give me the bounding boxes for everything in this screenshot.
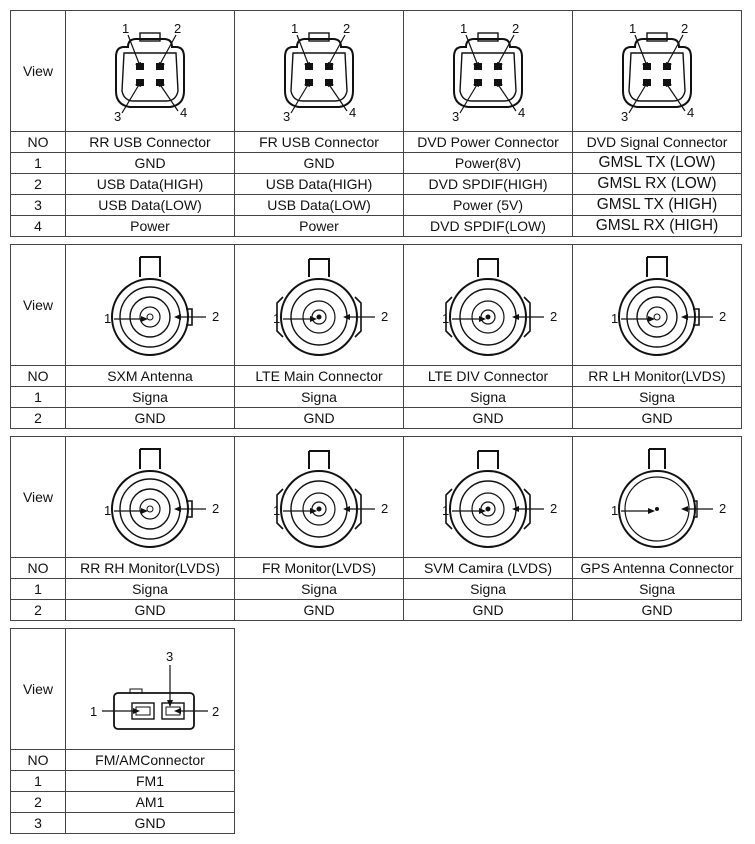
header-row xyxy=(11,366,742,387)
pin-label-3: 3 xyxy=(621,109,629,124)
pin-label-1: 1 xyxy=(90,704,98,719)
pin-function: GMSL TX (HIGH) xyxy=(573,195,742,216)
table-row xyxy=(11,387,742,408)
pin-number: 1 xyxy=(11,387,66,408)
fm-am-connector-icon xyxy=(80,631,220,747)
table-row xyxy=(11,792,235,813)
table-row xyxy=(11,216,742,237)
pin-function: Power(8V) xyxy=(404,153,573,174)
pin-number: 2 xyxy=(11,600,66,621)
view-row xyxy=(11,245,742,366)
pin-label-3: 3 xyxy=(114,109,122,124)
lte-div-connector-view xyxy=(404,245,573,366)
usb-dvd-connector-table xyxy=(10,10,742,237)
dvd-power-connector-view xyxy=(404,11,573,132)
gps-antenna-connector-icon xyxy=(587,439,727,555)
pin-function: Signa xyxy=(66,387,235,408)
antenna-connector-table xyxy=(10,244,742,429)
svm-camera-connector-icon xyxy=(418,439,558,555)
fr-monitor-view xyxy=(235,437,404,558)
pin-label-3: 3 xyxy=(283,109,291,124)
pin-function: USB Data(LOW) xyxy=(235,195,404,216)
pin-function: Power xyxy=(235,216,404,237)
pin-label-2: 2 xyxy=(681,21,689,36)
pin-number: 1 xyxy=(11,579,66,600)
table-row xyxy=(11,813,235,834)
lte-div-connector-icon xyxy=(418,247,558,363)
pin-function: GND xyxy=(235,408,404,429)
pin-label-1: 1 xyxy=(460,21,468,36)
pin-label-2: 2 xyxy=(212,704,220,719)
fr-usb-connector-view xyxy=(235,11,404,132)
pin-label-3: 3 xyxy=(452,109,460,124)
column-title: DVD Signal Connector xyxy=(573,132,742,153)
table-row xyxy=(11,771,235,792)
pin-label-1: 1 xyxy=(291,21,299,36)
fm-am-connector-view xyxy=(66,629,235,750)
pin-label-2: 2 xyxy=(212,501,220,516)
view-label: View xyxy=(11,437,66,558)
pin-label-1: 1 xyxy=(611,311,619,326)
sxm-antenna-connector-icon xyxy=(80,247,220,363)
table-row xyxy=(11,408,742,429)
no-label: NO xyxy=(11,750,66,771)
fr-monitor-connector-icon xyxy=(249,439,389,555)
fm-am-connector-table xyxy=(10,628,235,834)
pin-number: 4 xyxy=(11,216,66,237)
pin-function: FM1 xyxy=(66,771,235,792)
pin-function: GND xyxy=(573,600,742,621)
no-label: NO xyxy=(11,366,66,387)
pin-number: 3 xyxy=(11,195,66,216)
pin-label-2: 2 xyxy=(512,21,520,36)
pin-label-2: 2 xyxy=(550,501,558,516)
pin-function: Signa xyxy=(235,387,404,408)
pin-label-3: 3 xyxy=(166,649,174,664)
pin-label-1: 1 xyxy=(442,503,450,518)
pin-label-1: 1 xyxy=(122,21,130,36)
pin-function: DVD SPDIF(HIGH) xyxy=(404,174,573,195)
pin-function: GND xyxy=(66,153,235,174)
svm-camira-view xyxy=(404,437,573,558)
pin-function: Signa xyxy=(404,387,573,408)
pin-function: GMSL TX (LOW) xyxy=(573,153,742,174)
dvd-power-connector-icon xyxy=(418,13,558,129)
pin-label-1: 1 xyxy=(273,503,281,518)
rr-lh-monitor-view xyxy=(573,245,742,366)
pin-function: USB Data(HIGH) xyxy=(66,174,235,195)
no-label: NO xyxy=(11,558,66,579)
pin-function: GND xyxy=(66,813,235,834)
pin-function: Power xyxy=(66,216,235,237)
pin-label-4: 4 xyxy=(518,105,526,120)
view-label: View xyxy=(11,245,66,366)
pin-function: Signa xyxy=(66,579,235,600)
column-title: RR USB Connector xyxy=(66,132,235,153)
header-row xyxy=(11,132,742,153)
pin-function: USB Data(LOW) xyxy=(66,195,235,216)
dvd-signal-connector-icon xyxy=(587,13,727,129)
pin-label-2: 2 xyxy=(343,21,351,36)
view-label: View xyxy=(11,11,66,132)
pin-label-1: 1 xyxy=(273,311,281,326)
column-title: SVM Camira (LVDS) xyxy=(404,558,573,579)
pin-number: 2 xyxy=(11,792,66,813)
pin-label-2: 2 xyxy=(719,501,727,516)
pin-function: GND xyxy=(235,600,404,621)
pin-function: GND xyxy=(573,408,742,429)
pin-function: GND xyxy=(404,600,573,621)
rr-lh-monitor-connector-icon xyxy=(587,247,727,363)
column-title: RR RH Monitor(LVDS) xyxy=(66,558,235,579)
pin-label-2: 2 xyxy=(381,501,389,516)
pin-label-2: 2 xyxy=(550,309,558,324)
lte-main-connector-icon xyxy=(249,247,389,363)
pin-label-2: 2 xyxy=(174,21,182,36)
header-row xyxy=(11,558,742,579)
pin-function: AM1 xyxy=(66,792,235,813)
column-title: LTE DIV Connector xyxy=(404,366,573,387)
header-row xyxy=(11,750,235,771)
pin-label-4: 4 xyxy=(687,105,695,120)
sxm-antenna-view xyxy=(66,245,235,366)
pin-label-1: 1 xyxy=(611,503,619,518)
table-row xyxy=(11,195,742,216)
column-title: LTE Main Connector xyxy=(235,366,404,387)
pin-label-1: 1 xyxy=(104,503,112,518)
pin-label-1: 1 xyxy=(629,21,637,36)
table-row xyxy=(11,174,742,195)
dvd-signal-connector-view xyxy=(573,11,742,132)
pin-label-1: 1 xyxy=(104,311,112,326)
column-title: RR LH Monitor(LVDS) xyxy=(573,366,742,387)
pin-function: Power (5V) xyxy=(404,195,573,216)
pin-label-2: 2 xyxy=(212,309,220,324)
view-label: View xyxy=(11,629,66,750)
pin-function: GND xyxy=(66,600,235,621)
pin-label-2: 2 xyxy=(381,309,389,324)
column-title: FR Monitor(LVDS) xyxy=(235,558,404,579)
table-row xyxy=(11,579,742,600)
column-title: DVD Power Connector xyxy=(404,132,573,153)
pin-label-4: 4 xyxy=(349,105,357,120)
column-title: GPS Antenna Connector xyxy=(573,558,742,579)
pin-number: 2 xyxy=(11,174,66,195)
no-label: NO xyxy=(11,132,66,153)
pin-label-4: 4 xyxy=(180,105,188,120)
rr-usb-connector-icon xyxy=(80,13,220,129)
pin-number: 1 xyxy=(11,771,66,792)
pin-function: DVD SPDIF(LOW) xyxy=(404,216,573,237)
pin-function: GMSL RX (HIGH) xyxy=(573,216,742,237)
pin-label-1: 1 xyxy=(442,311,450,326)
lte-main-connector-view xyxy=(235,245,404,366)
column-title: FM/AMConnector xyxy=(66,750,235,771)
view-row xyxy=(11,629,235,750)
pin-function: GND xyxy=(235,153,404,174)
pin-function: Signa xyxy=(573,387,742,408)
pin-number: 1 xyxy=(11,153,66,174)
pin-function: GMSL RX (LOW) xyxy=(573,174,742,195)
gps-antenna-connector-view xyxy=(573,437,742,558)
view-row xyxy=(11,437,742,558)
rr-rh-monitor-connector-icon xyxy=(80,439,220,555)
pin-number: 3 xyxy=(11,813,66,834)
column-title: SXM Antenna xyxy=(66,366,235,387)
table-row xyxy=(11,153,742,174)
pin-function: GND xyxy=(404,408,573,429)
pin-function: USB Data(HIGH) xyxy=(235,174,404,195)
column-title: FR USB Connector xyxy=(235,132,404,153)
pin-function: GND xyxy=(66,408,235,429)
monitor-camera-connector-table xyxy=(10,436,742,621)
pin-label-2: 2 xyxy=(719,309,727,324)
rr-usb-connector-view xyxy=(66,11,235,132)
pin-function: Signa xyxy=(235,579,404,600)
pin-function: Signa xyxy=(573,579,742,600)
view-row xyxy=(11,11,742,132)
pin-function: Signa xyxy=(404,579,573,600)
fr-usb-connector-icon xyxy=(249,13,389,129)
pin-number: 2 xyxy=(11,408,66,429)
rr-rh-monitor-view xyxy=(66,437,235,558)
table-row xyxy=(11,600,742,621)
